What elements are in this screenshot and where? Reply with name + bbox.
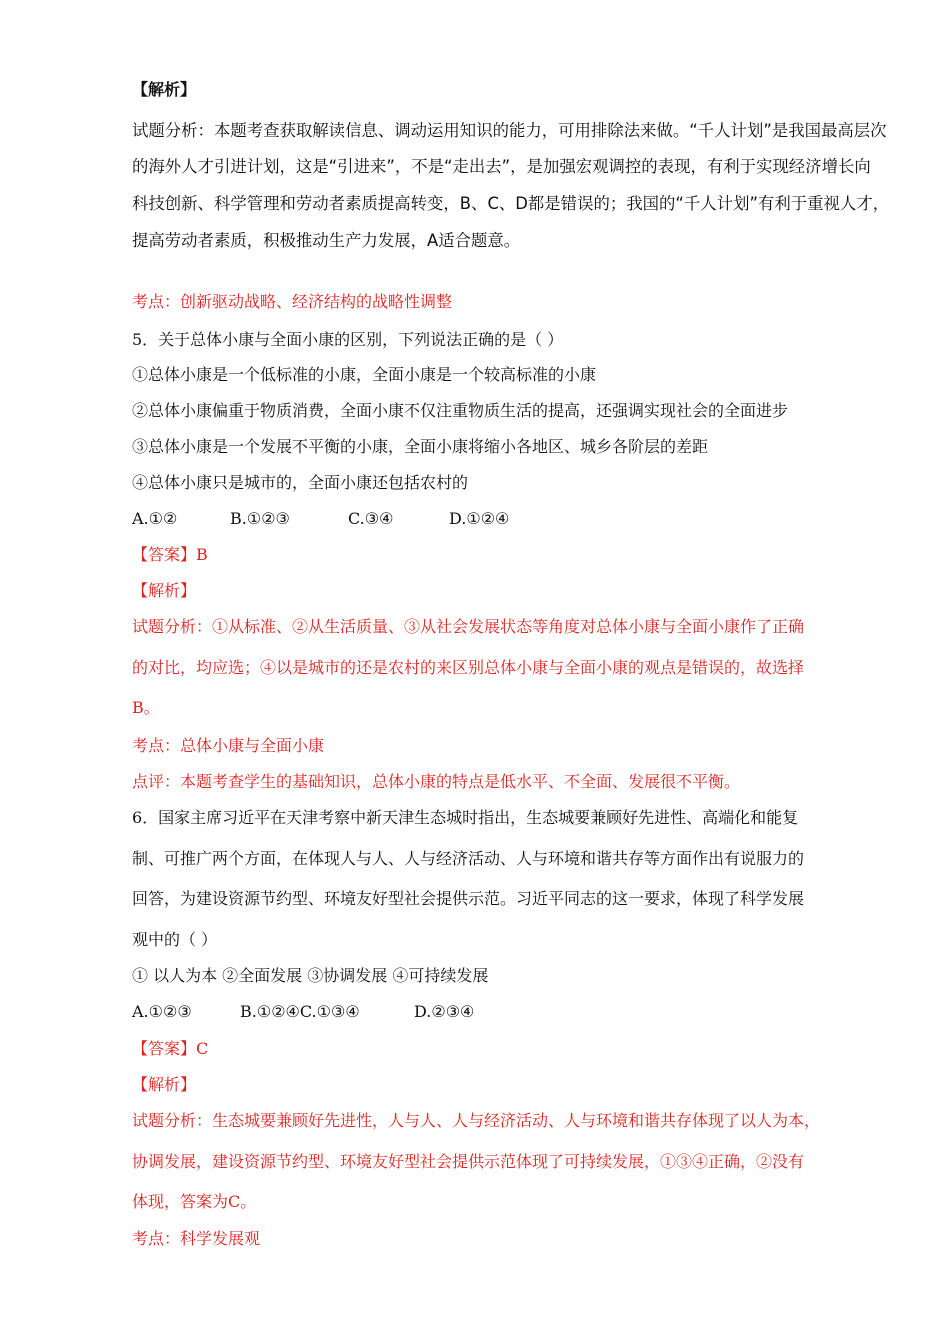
question-items: ① 以人为本 ②全面发展 ③协调发展 ④可持续发展 bbox=[132, 966, 489, 985]
kaodian: 考点：创新驱动战略、经济结构的战略性调整 bbox=[132, 292, 453, 311]
answer: 【答案】C bbox=[132, 1039, 209, 1058]
kaodian: 考点：总体小康与全面小康 bbox=[132, 736, 325, 755]
option-b: B.①②③ bbox=[230, 509, 290, 528]
analysis-line: 体现，答案为C。 bbox=[132, 1192, 257, 1211]
question-item: ③总体小康是一个发展不平衡的小康，全面小康将缩小各地区、城乡各阶层的差距 bbox=[132, 437, 709, 456]
analysis-heading: 【解析】 bbox=[132, 1075, 197, 1094]
option-c: C.③④ bbox=[348, 509, 394, 528]
option-d: D.①②④ bbox=[449, 509, 510, 528]
analysis-line: 试题分析：生态城要兼顾好先进性，人与人、人与经济活动、人与环境和谐共存体现了以人为本， bbox=[132, 1111, 821, 1130]
option-b-c: B.①②④C.①③④ bbox=[240, 1002, 360, 1021]
question-item: ④总体小康只是城市的，全面小康还包括农村的 bbox=[132, 473, 469, 492]
analysis-line: 协调发展，建设资源节约型、环境友好型社会提供示范体现了可持续发展，①③④正确，②没有 bbox=[132, 1152, 805, 1171]
analysis-line: 提高劳动者素质，积极推动生产力发展，A适合题意。 bbox=[132, 231, 521, 250]
question-stem: 6．国家主席习近平在天津考察中新天津生态城时指出，生态城要兼顾好先进性、高端化和能复 bbox=[132, 808, 799, 827]
analysis-line: B。 bbox=[132, 698, 160, 717]
option-d: D.②③④ bbox=[414, 1002, 475, 1021]
question-item: ②总体小康偏重于物质消费，全面小康不仅注重物质生活的提高，还强调实现社会的全面进步 bbox=[132, 401, 789, 420]
option-a: A.①②③ bbox=[132, 1002, 192, 1021]
kaodian: 考点：科学发展观 bbox=[132, 1229, 261, 1248]
question-stem: 制、可推广两个方面，在体现人与人、人与经济活动、人与环境和谐共存等方面作出有说服力的 bbox=[132, 849, 805, 868]
analysis-line: 试题分析：①从标准、②从生活质量、③从社会发展状态等角度对总体小康与全面小康作了正确 bbox=[132, 617, 805, 636]
answer: 【答案】B bbox=[132, 545, 208, 564]
option-a: A.①② bbox=[132, 509, 178, 528]
question-item: ①总体小康是一个低标准的小康，全面小康是一个较高标准的小康 bbox=[132, 365, 597, 384]
analysis-line: 科技创新、科学管理和劳动者素质提高转变，B、C、D都是错误的；我国的“千人计划”有利于重视人才， bbox=[132, 194, 890, 213]
question-stem: 观中的（ ） bbox=[132, 930, 218, 949]
analysis-heading: 【解析】 bbox=[132, 80, 197, 99]
analysis-line: 试题分析：本题考查获取解读信息、调动运用知识的能力，可用排除法来做。“千人计划”是我国最高层次 bbox=[132, 121, 887, 140]
question-stem: 5．关于总体小康与全面小康的区别，下列说法正确的是（ ） bbox=[132, 330, 564, 349]
dianping: 点评：本题考查学生的基础知识，总体小康的特点是低水平、不全面、发展很不平衡。 bbox=[132, 772, 741, 791]
analysis-line: 的对比，均应选；④以是城市的还是农村的来区别总体小康与全面小康的观点是错误的，故选择 bbox=[132, 658, 805, 677]
question-stem: 回答，为建设资源节约型、环境友好型社会提供示范。习近平同志的这一要求，体现了科学发展 bbox=[132, 889, 805, 908]
analysis-heading: 【解析】 bbox=[132, 581, 197, 600]
analysis-line: 的海外人才引进计划，这是“引进来”，不是“走出去”，是加强宏观调控的表现，有利于实现经济增长向 bbox=[132, 157, 871, 176]
